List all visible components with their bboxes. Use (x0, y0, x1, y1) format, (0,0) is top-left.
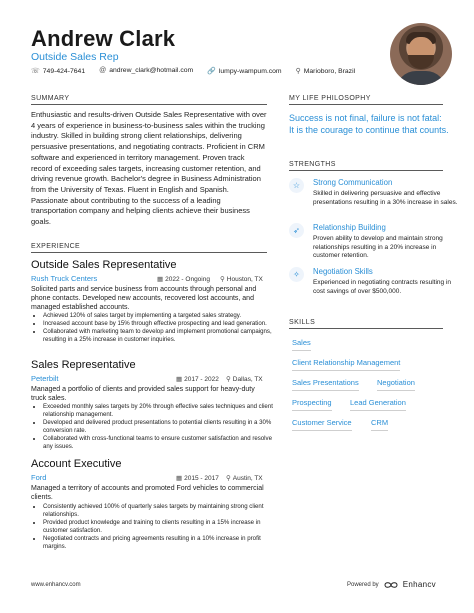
job-description: Solicited parts and service business from accounts through personal and phone contacts. Developed new accounts, recovered lost accounts, and managed established accounts. (31, 286, 257, 312)
job-location: ⚲ Houston, TX (220, 276, 263, 283)
location-pin-icon: ⚲ (295, 68, 301, 75)
calendar-icon: ▦ (176, 475, 183, 482)
avatar-shirt (396, 71, 446, 85)
summary-heading: SUMMARY (31, 95, 70, 102)
skills-heading: SKILLS (289, 319, 316, 326)
job-achievements (31, 312, 275, 344)
job-description: Managed a portfolio of clients and provided sales support for heavy-duty truck sales. (31, 386, 255, 403)
achievement-item: • Exceeded monthly sales targets by 20% through effective sales techniques and client relationship management. (43, 403, 275, 419)
strength-description: Experienced in negotiating contracts resulting in cost savings of over $500,000. (313, 279, 452, 295)
strength-title: Negotiation Skills (313, 267, 373, 276)
location-contact: ⚲ Marioboro, Brazil (295, 68, 356, 75)
job-dates: ▦ 2015 - 2017 (176, 475, 219, 482)
philosophy-divider (289, 104, 443, 105)
achievement-item: • Increased account base by 15% through effective prospecting and lead generation. (43, 320, 275, 328)
skills-divider (289, 328, 443, 329)
philosophy-heading: MY LIFE PHILOSOPHY (289, 95, 371, 102)
strengths-divider (289, 170, 443, 171)
contact-bar (31, 67, 355, 75)
skill-tag: Lead Generation (350, 398, 406, 411)
philosophy-quote: Success is not final, failure is not fatal: It is the courage to continue that counts. (289, 113, 449, 135)
job-dates: ▦ 2017 - 2022 (176, 376, 219, 383)
summary-divider (31, 104, 267, 105)
skill-tag: Customer Service (292, 418, 352, 431)
strengths-heading: STRENGTHS (289, 161, 336, 168)
job-description: Managed a territory of accounts and promoted Ford vehicles to commercial clients. (31, 485, 264, 502)
skill-tag: CRM (371, 418, 388, 431)
website-contact[interactable]: 🔗 lumpy-wampum.com (207, 68, 282, 75)
job-location: ⚲ Dallas, TX (226, 376, 263, 383)
job-company: Peterbilt (31, 374, 59, 383)
strength-description: Skilled in delivering persuasive and effective presentations resulting in a 30% increase in sales. (313, 190, 458, 206)
achievement-item: • Consistently achieved 100% of quarterly sales targets by maintaining strong client relationships. (43, 503, 275, 519)
star-icon: ☆ (289, 178, 304, 193)
strength-title: Strong Communication (313, 178, 393, 187)
job-company: Rush Truck Centers (31, 274, 98, 283)
brand-name: Enhancv (402, 580, 436, 589)
email-contact[interactable]: @ andrew_clark@hotmail.com (99, 67, 194, 74)
phone-icon: ☏ (31, 68, 40, 75)
achievement-item: • Developed and delivered product presentations to potential clients resulting in a 30% conversion rate. (43, 419, 275, 435)
candidate-name: Andrew Clark (31, 26, 176, 51)
experience-divider (31, 252, 267, 253)
job-location: ⚲ Austin, TX (226, 475, 263, 482)
achievement-item: • Negotiated contracts and pricing agreements resulting in a 10% increase in profit margins. (43, 535, 275, 551)
link-icon: 🔗 (207, 68, 216, 75)
avatar-beard (408, 55, 434, 69)
calendar-icon: ▦ (157, 276, 164, 283)
powered-by-label: Powered by (347, 581, 379, 588)
footer-website-link[interactable]: www.enhancv.com (31, 582, 81, 588)
avatar (390, 23, 452, 85)
job-title: Sales Representative (31, 359, 136, 371)
skill-tag: Sales Presentations (292, 378, 359, 391)
skill-tag: Sales (292, 338, 311, 351)
job-title: Outside Sales Representative (31, 259, 177, 271)
location-pin-icon: ⚲ (220, 276, 225, 283)
rocket-icon: ➶ (289, 223, 304, 238)
job-company: Ford (31, 473, 47, 482)
achievement-item: • Collaborated with marketing team to develop and implement promotional campaigns, resulting in a 25% increase in customer inquiries. (43, 328, 275, 344)
skill-tag: Prospecting (292, 398, 332, 411)
experience-heading: EXPERIENCE (31, 243, 81, 250)
job-achievements (31, 503, 275, 552)
job-dates: ▦ 2022 - Ongoing (157, 276, 210, 283)
achievement-item: • Achieved 120% of sales target by implementing a targeted sales strategy. (43, 312, 275, 320)
location-pin-icon: ⚲ (226, 376, 231, 383)
skill-tag: Client Relationship Management (292, 358, 400, 371)
strength-title: Relationship Building (313, 223, 386, 232)
location-pin-icon: ⚲ (226, 475, 231, 482)
footer-branding (347, 580, 436, 589)
job-title: Account Executive (31, 458, 122, 470)
calendar-icon: ▦ (176, 376, 183, 383)
job-achievements (31, 403, 275, 452)
at-icon: @ (99, 67, 107, 74)
achievement-item: • Provided product knowledge and training to clients resulting in a 15% increase in customer satisfaction. (43, 519, 275, 535)
skill-tag: Negotiation (377, 378, 415, 391)
enhancv-logo-icon (384, 581, 398, 589)
candidate-role: Outside Sales Rep (31, 51, 119, 63)
summary-text: Enthusiastic and results-driven Outside Sales Representative with over 4 years of experience in business-to-business sales within the trucking industry. Skilled in building strong client relationships, delivering persuasive presentations, and negotiating contracts. Proficient in CRM software and experienced in territory management. Proven track record of exceeding sales targets, increasing customer retention, and driving revenue growth. Bachelor's degree in Business Administration from the University of Texas. Fluent in English and Spanish. Passionate about contributing to the success of a leading transportation company and helping clients achieve their business goals. (31, 110, 267, 227)
phone-contact[interactable]: ☏ 749-424-7641 (31, 68, 86, 75)
lightbulb-icon: ✧ (289, 267, 304, 282)
strength-description: Proven ability to develop and maintain strong relationships resulting in a 20% increase in customer retention. (313, 235, 443, 260)
achievement-item: • Collaborated with cross-functional teams to ensure customer satisfaction and resolve any issues. (43, 435, 275, 451)
